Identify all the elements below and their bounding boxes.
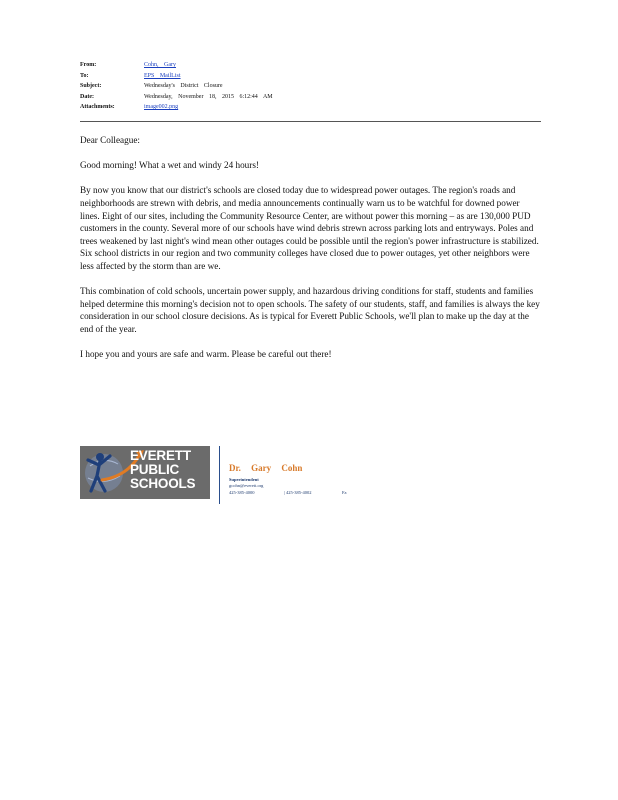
signature-divider — [219, 446, 220, 504]
district-logo — [80, 446, 210, 499]
salutation: Dear Colleague: — [80, 135, 140, 145]
signature-title: Superintendent — [229, 477, 259, 482]
header-row-subject — [80, 83, 540, 94]
header-row-attachments — [80, 104, 540, 115]
attachment-link[interactable]: image002.png — [144, 104, 179, 110]
signature-name: Dr. Gary Cohn — [229, 463, 303, 473]
signature-email[interactable]: gcohn@everett.org — [229, 483, 264, 488]
logo-line-1: EVERETT — [130, 448, 191, 463]
to-link[interactable]: EPS MailList — [144, 72, 181, 79]
subject-label: Subject: — [80, 83, 102, 89]
date-label: Date: — [80, 93, 94, 100]
logo-line-3: SCHOOLS — [130, 476, 196, 491]
header-row-from — [80, 62, 540, 73]
logo-line-2: PUBLIC — [130, 462, 180, 477]
attachments-label: Attachments: — [80, 104, 115, 110]
header-row-to — [80, 73, 540, 84]
signature-phone-2: | 425-385-4002 — [284, 490, 312, 495]
paragraph-greeting: Good morning! What a wet and windy 24 hours! — [80, 160, 259, 171]
signature-phone: 425-385-4000 — [229, 490, 255, 495]
from-link[interactable]: Cohn, Gary — [144, 62, 176, 68]
header-row-date — [80, 94, 540, 105]
paragraph-closure-reason: By now you know that our district's schools are closed today due to widespread power outages. The region's roads and neighborhoods are strewn with debris, and media announcements continually warn us to be watchful for downed power lines. Eight of our sites, including the Community Resource Center, are without power this morning – as are 130,000 PUD customers in the county. Several more of our schools have wind debris strewn across parking lots and entryways. Poles and trees weakened by last night's wind mean other outages could be possible until the region's power infrastructure is stabilized. Six school districts in our region and two community colleges have closed due to power outages, yet other neighbors were less affected by the storm than are we. — [80, 185, 539, 271]
date-value: Wednesday, November 18, 2015 6:12:44 AM — [144, 93, 273, 100]
header-divider — [80, 121, 541, 122]
logo-wordmark — [130, 449, 195, 491]
paragraph-closing: I hope you and yours are safe and warm. Please be careful out there! — [80, 349, 332, 360]
from-label: From: — [80, 62, 97, 68]
to-label: To: — [80, 72, 89, 79]
signature-fax: Fa — [342, 490, 347, 495]
paragraph-decision: This combination of cold schools, uncertain power supply, and hazardous driving conditions for staff, students and families helped determine this morning's decision not to open schools. The safety of our students, staff, and families is always the key consideration in our school closure decisions. As is typical for Everett Public Schools, we'll plan to make up the day at the end of the year. — [80, 286, 540, 334]
email-header — [80, 62, 540, 115]
subject-value: Wednesday's District Closure — [144, 83, 223, 89]
email-body — [80, 134, 540, 373]
email-signature — [80, 446, 380, 508]
